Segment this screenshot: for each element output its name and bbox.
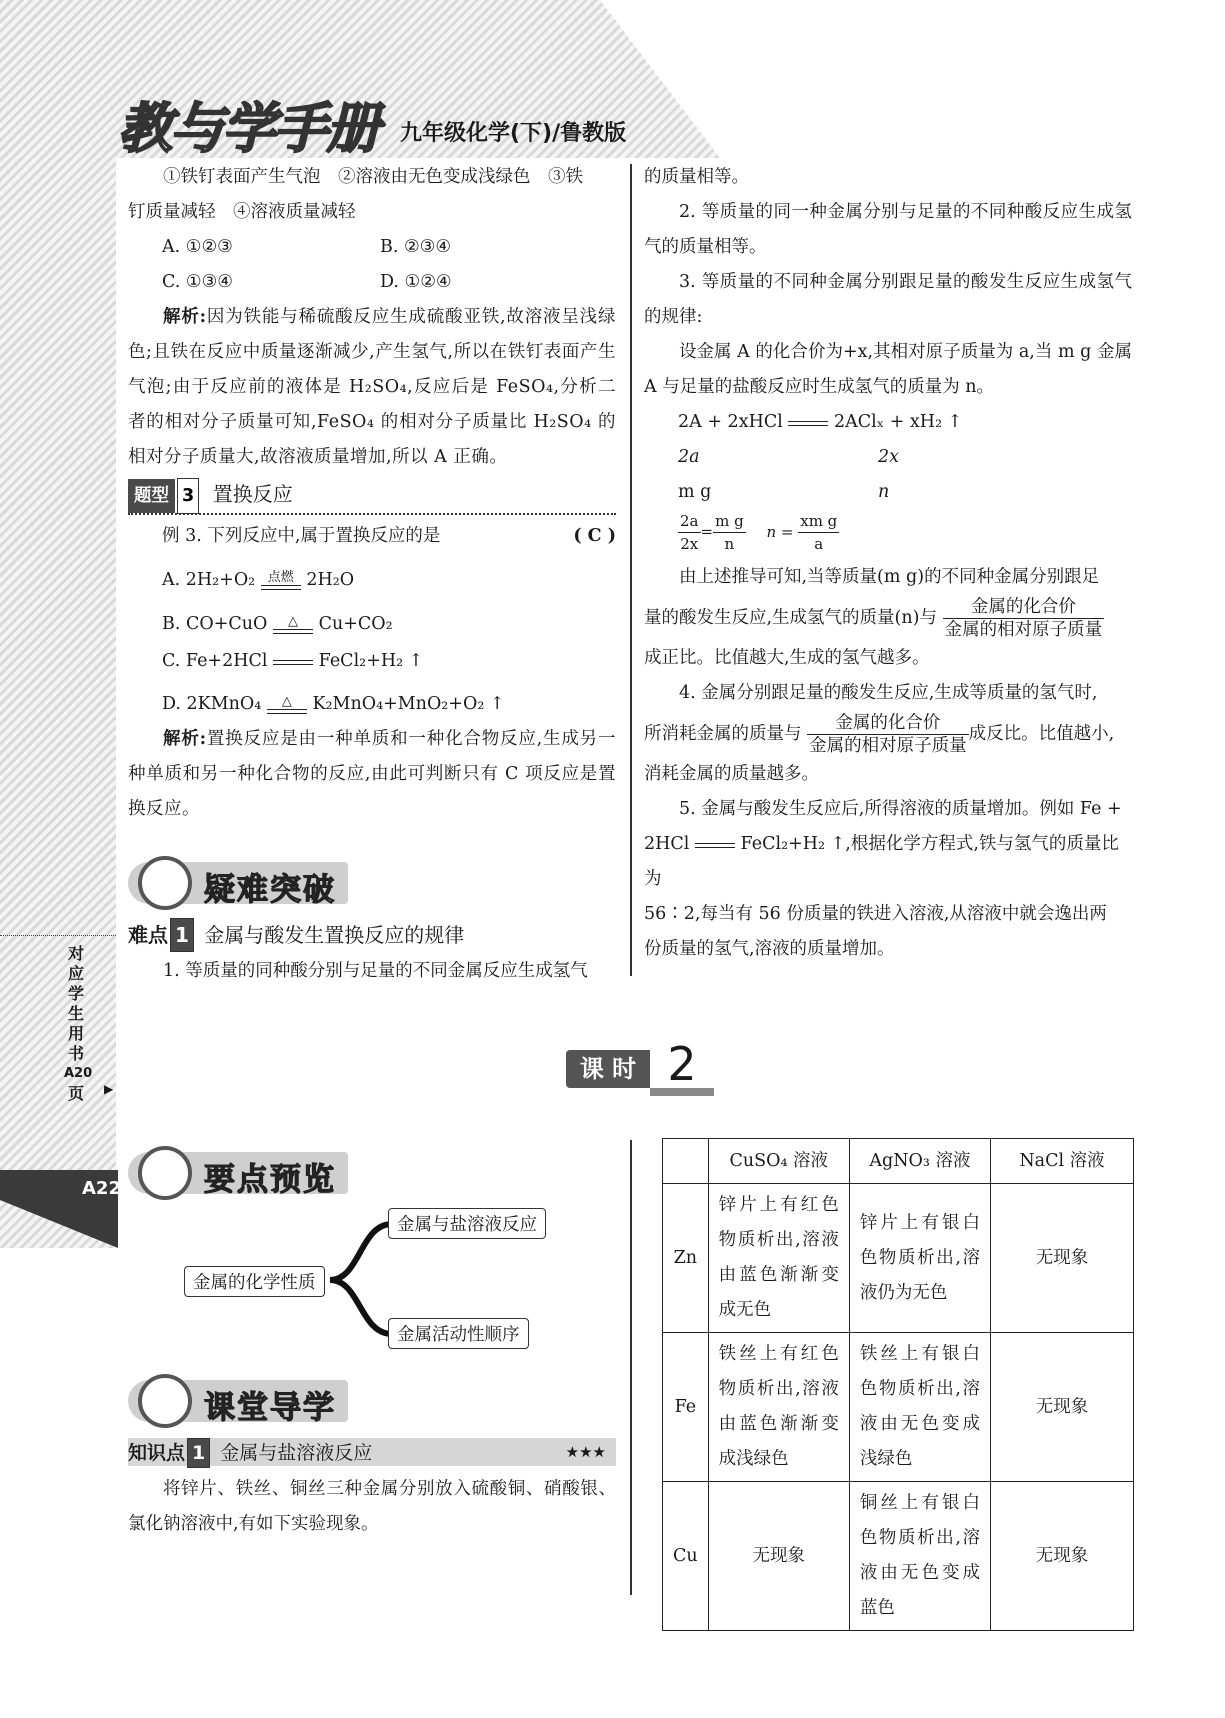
point-5c: 56∶2,每当有 56 份质量的铁进入溶液,从溶液中就会逸出两 (644, 904, 1107, 924)
assumption: 设金属 A 的化合价为+x,其相对原子质量为 a,当 m g 金属 A 与足量的盐酸反应时生成氢气的质量为 n。 (644, 342, 1132, 397)
table-row (663, 1482, 1134, 1631)
difficulty-number: 1 (170, 918, 194, 952)
table-cell: 锌片上有红色物质析出,溶液由蓝色渐渐变成无色 (708, 1184, 849, 1333)
ratio-row-2 (644, 475, 1132, 510)
table-row-label: Fe (663, 1333, 709, 1482)
conclusion-b (644, 595, 1132, 641)
equation (644, 405, 1132, 440)
magnifier-icon (138, 1146, 192, 1200)
option-c-right: FeCl₂+H₂ ↑ (318, 651, 424, 671)
point-5d: 份质量的氢气,溶液的质量增加。 (644, 939, 895, 959)
point-4c-text: 成反比。比值越小, (968, 724, 1115, 744)
kp-stars: ★★★ (565, 1443, 606, 1461)
table-row-label: Cu (663, 1482, 709, 1631)
side-note-char: 对 (67, 944, 84, 963)
mindmap-bottom: 金属活动性顺序 (388, 1318, 529, 1349)
point-4a: 4. 金属分别跟足量的酸发生反应,生成等质量的氢气时, (679, 683, 1098, 703)
side-note-char: 学 (67, 984, 84, 1003)
reaction-arrow (788, 420, 828, 426)
point-1: 1. 等质量的同种酸分别与足量的不同金属反应生成氢气 (163, 961, 588, 981)
fraction2-num: m g (713, 510, 746, 533)
fraction3-den: a (814, 535, 824, 553)
reaction-arrow (273, 613, 313, 634)
type-number: 3 (177, 478, 199, 514)
side-note-text (64, 944, 93, 1104)
option-b-right: Cu+CO₂ (318, 614, 393, 634)
option-c-left: C. Fe+2HCl (162, 651, 268, 671)
table-row (663, 1333, 1134, 1482)
difficulty-label: 难点 (128, 923, 168, 947)
point-4b (644, 711, 1132, 757)
n-equals: n = (766, 522, 794, 541)
logo: 教与学手册 (118, 97, 378, 160)
ratio-row-1 (644, 440, 1132, 475)
point-5-eq-left: 2HCl (644, 834, 690, 854)
section-preview-title: 要点预览 (204, 1162, 336, 1198)
valence-ratio-fraction (943, 596, 1105, 641)
option-b-left: B. CO+CuO (162, 614, 268, 634)
fraction1-num: 2a (678, 510, 701, 533)
column-divider-bottom (630, 1140, 632, 1595)
fraction-den: 金属的相对原子质量 (944, 620, 1103, 640)
point-5a: 5. 金属与酸发生反应后,所得溶液的质量增加。例如 Fe + (679, 799, 1122, 819)
lesson-number: 2 (650, 1040, 714, 1096)
section-preview (128, 1152, 348, 1198)
example3-question (128, 519, 616, 554)
option-a (128, 554, 616, 598)
analysis-label: 解析: (163, 307, 207, 327)
right-top-column (644, 160, 1132, 967)
point-4b-text: 所消耗金属的质量与 (644, 724, 802, 744)
option-c (128, 642, 616, 678)
table-header-cell: CuSO₄ 溶液 (708, 1139, 849, 1184)
ratio-1b: 2x (878, 447, 900, 467)
fraction-den: 金属的相对原子质量 (809, 736, 967, 756)
table-header-cell: AgNO₃ 溶液 (849, 1139, 990, 1184)
option-d (128, 678, 616, 722)
analysis-text: 因为铁能与稀硫酸反应生成硫酸亚铁,故溶液呈浅绿色;且铁在反应中质量逐渐减少,产生氢气,所以在铁钉表面产生气泡;由于反应前的液体是 H₂SO₄,反应后是 FeSO₄,分析二者的相对分子质量可知,FeSO₄ 的相对分子质量比 H₂SO₄ 的相对分子质量大,故溶液质量增加,所以 A 正确。 (128, 307, 617, 467)
choice-b: B. ②③④ (380, 237, 452, 257)
fraction3-num: xm g (798, 510, 839, 533)
ratio-1a: 2a (678, 447, 700, 467)
page-number: A22 (82, 1178, 121, 1199)
conclusion-b-text: 量的酸发生反应,生成氢气的质量(n)与 (644, 608, 937, 628)
section-guide (128, 1380, 348, 1426)
fraction2-den: n (724, 535, 735, 553)
choice-c: C. ①③④ (162, 272, 233, 292)
option-d-right: K₂MnO₄+MnO₂+O₂ ↑ (312, 694, 505, 714)
table-cell: 锌片上有银白色物质析出,溶液仍为无色 (849, 1184, 990, 1333)
ratio-2b: n (878, 482, 890, 502)
choice-d: D. ①②④ (380, 272, 452, 292)
kp-text: 将锌片、铁丝、铜丝三种金属分别放入硫酸铜、硝酸银、氯化钠溶液中,有如下实验现象。 (128, 1479, 616, 1534)
table-cell: 无现象 (991, 1482, 1134, 1631)
point-5b (644, 827, 1132, 897)
reaction-arrow (261, 569, 301, 590)
mindmap-center: 金属的化学性质 (184, 1266, 325, 1297)
analysis-1 (128, 300, 616, 475)
table-header-cell: NaCl 溶液 (991, 1139, 1134, 1184)
equation-left: 2A + 2xHCl (678, 412, 783, 432)
example3-answer: ( C ) (573, 526, 616, 546)
side-note (0, 935, 116, 1103)
point-3: 3. 等质量的不同种金属分别跟足量的酸发生反应生成氢气的规律: (644, 272, 1132, 327)
reaction-condition: 点燃 (267, 569, 294, 585)
fraction1-den: 2x (680, 535, 699, 553)
options-line1: ①铁钉表面产生气泡 ②溶液由无色变成浅绿色 ③铁 (163, 167, 583, 187)
analysis-2 (128, 722, 616, 827)
analysis2-label: 解析: (163, 729, 207, 749)
difficulty-title: 金属与酸发生置换反应的规律 (204, 923, 465, 947)
table-cell: 无现象 (991, 1333, 1134, 1482)
experiment-table (662, 1138, 1134, 1631)
reaction-condition: △ (287, 613, 298, 629)
difficulty-heading (128, 918, 464, 952)
options-line2: 钉质量减轻 ④溶液质量减轻 (128, 202, 356, 222)
fraction-equation (644, 510, 1132, 560)
point-5b-text: FeCl₂+H₂ ↑,根据化学方程式,铁与氢气的质量比为 (644, 834, 1119, 889)
mindmap-top: 金属与盐溶液反应 (388, 1208, 546, 1239)
side-note-char: 书 (67, 1044, 84, 1063)
option-b (128, 598, 616, 642)
table-cell: 无现象 (708, 1482, 849, 1631)
section-difficulty-title: 疑难突破 (204, 872, 336, 908)
badge-icon (138, 856, 192, 910)
kp-number: 1 (187, 1438, 210, 1468)
equation-right: 2AClₓ + xH₂ ↑ (833, 412, 963, 432)
column-divider-top (630, 164, 632, 976)
example3-text: 例 3. 下列反应中,属于置换反应的是 (162, 526, 441, 546)
knowledge-point-heading (128, 1438, 616, 1466)
table-cell: 无现象 (991, 1184, 1134, 1333)
fraction-num: 金属的化合价 (807, 712, 969, 735)
reaction-arrow (273, 659, 313, 665)
type3-heading (128, 477, 616, 515)
option-d-left: D. 2KMnO₄ (162, 694, 262, 714)
reaction-arrow (695, 842, 735, 848)
point-4d: 消耗金属的质量越多。 (644, 764, 819, 784)
table-header-row (663, 1139, 1134, 1184)
ratio-2a: m g (678, 482, 712, 502)
side-note-char: A20 (64, 1066, 93, 1081)
kp-label: 知识点 (128, 1442, 186, 1464)
option-a-left: A. 2H₂+O₂ (162, 570, 256, 590)
table-cell: 铁丝上有红色物质析出,溶液由蓝色渐渐变成浅绿色 (708, 1333, 849, 1482)
option-a-right: 2H₂O (306, 570, 355, 590)
kp-title: 金属与盐溶液反应 (220, 1442, 373, 1464)
choice-a: A. ①②③ (162, 237, 233, 257)
type-badge: 题型 (128, 479, 175, 513)
table-cell: 铜丝上有银白色物质析出,溶液由无色变成蓝色 (849, 1482, 990, 1631)
side-note-char: 应 (67, 964, 84, 983)
choices-row2 (128, 265, 616, 300)
conclusion-a: 由上述推导可知,当等质量(m g)的不同种金属分别跟足 (679, 567, 1100, 587)
point-2: 2. 等质量的同一种金属分别与足量的不同种酸反应生成氢气的质量相等。 (644, 202, 1132, 257)
choices-row1 (128, 230, 616, 265)
lesson-label: 课 时 (566, 1050, 650, 1088)
section-difficulty (128, 862, 348, 908)
cont-line: 的质量相等。 (644, 167, 749, 187)
fraction-num: 金属的化合价 (943, 596, 1105, 619)
reaction-arrow (267, 693, 307, 714)
valence-ratio-fraction-2 (807, 712, 969, 757)
arrow-right-icon: ▶ (104, 1082, 114, 1096)
equals-sign: = (700, 522, 714, 541)
guide-icon (138, 1374, 192, 1428)
section-guide-title: 课堂导学 (204, 1390, 336, 1426)
left-top-column (128, 160, 616, 827)
side-note-char: 用 (67, 1024, 84, 1043)
table-row (663, 1184, 1134, 1333)
side-note-char: 页 (67, 1084, 84, 1103)
side-note-char: 生 (67, 1004, 84, 1023)
table-header-cell (663, 1139, 709, 1184)
reaction-condition: △ (281, 693, 292, 709)
table-cell: 铁丝上有银白色物质析出,溶液由无色变成浅绿色 (849, 1333, 990, 1482)
book-title: 九年级化学(下)/鲁教版 (400, 121, 627, 146)
conclusion-c: 成正比。比值越大,生成的氢气越多。 (644, 648, 930, 668)
analysis2-text: 置换反应是由一种单质和一种化合物反应,生成另一种单质和另一种化合物的反应,由此可判断只有 C 项反应是置换反应。 (128, 729, 617, 819)
type3-title: 置换反应 (212, 482, 293, 506)
table-row-label: Zn (663, 1184, 709, 1333)
lesson-badge (566, 1037, 714, 1092)
